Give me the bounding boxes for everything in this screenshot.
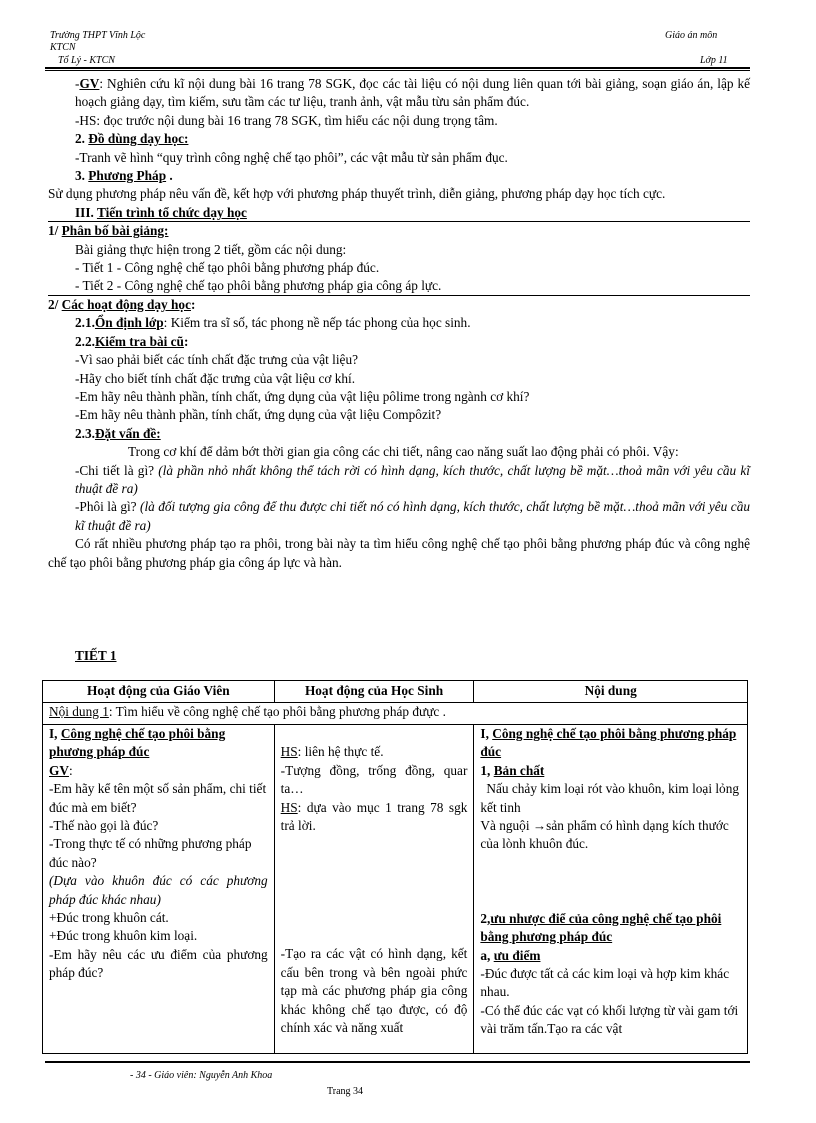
footer-author: - 34 - Giáo viên: Nguyễn Anh Khoa (130, 1070, 273, 1081)
header-team: Tổ Lý - KTCN (58, 55, 115, 66)
section-teaching-aids: 2. Đồ dùng dạy học: (75, 131, 189, 147)
class-stabilize: 2.1.Ổn định lớp: Kiểm tra sĩ số, tác phong nề nếp tác phong của học sinh. (75, 315, 471, 331)
teacher-gv-label: GV (49, 762, 69, 778)
check-question-3: -Em hãy nêu thành phần, tính chất, ứng dụng của vật liệu pôlime trong ngành cơ khí? (75, 388, 530, 404)
method-text: Sử dụng phương pháp nêu vấn đề, kết hợp với phương pháp thuyết trình, diễn giảng, phương pháp dạy học tích cực. (48, 186, 666, 202)
footer-page: Trang 34 (327, 1086, 364, 1097)
header-rule-thin (45, 70, 750, 71)
content-1-text: : Tìm hiểu về công nghệ chế tạo phôi bằng phương pháp đưực . (108, 704, 446, 719)
col-header-student: Hoạt động của Học Sinh (274, 681, 474, 703)
content-1-label: Nội dung 1 (49, 704, 109, 719)
period-label: TIẾT 1 (75, 648, 117, 663)
lesson-body (48, 75, 750, 572)
distribution-item-1: - Tiết 1 - Công nghệ chế tạo phôi bằng phương pháp đúc. (75, 260, 380, 276)
teaching-aids-text: -Tranh vẽ hình “quy trình công nghệ chế tạo phôi”, các vật mẫu từ sản phẩm đục. (75, 149, 508, 165)
header-doc-type: Giáo án môn (665, 30, 718, 41)
detail-question: -Chi tiết là gì? (là phần nhỏ nhất không thể tách rời có hình dạng, kích thước, chất lượng bề mặt…thoả mãn với yêu cầu kĩ thuật đề ra) (75, 462, 750, 496)
distribution-text: Bài giảng thực hiện trong 2 tiết, gồm các nội dung: (75, 241, 347, 257)
header-school-dept: KTCN (50, 42, 76, 53)
gv-label: GV (79, 76, 100, 91)
header-grade: Lớp 11 (700, 55, 728, 66)
blank-question: -Phôi là gì? (là đối tượng gia công để thu được chi tiết nó có hình dạng, kích thước, chất lượng bề mặt…thoả mãn với yêu cầu kĩ thuật đề ra) (75, 499, 750, 533)
distribution-item-2: - Tiết 2 - Công nghệ chế tạo phôi bằng phương pháp gia công áp lực. (75, 278, 442, 294)
problem-statement-heading: 2.3.Đặt vấn đề: (75, 425, 161, 441)
gv-prep: -GV: Nghiên cứu kĩ nội dung bài 16 trang 78 SGK, đọc các tài liệu có nội dung liên quan tới bài giảng, soạn giáo án, lập kế hoạch giảng dạy, tìm kiếm, sưu tầm các tư liệu, tranh ảnh, vật mẫu từu sản phẩm đúc. (75, 76, 750, 110)
lesson-table (42, 680, 748, 1054)
content-cell: I, Công nghệ chế tạo phôi bằng phương pháp đúc 1, Bản chất Nấu chảy kim loại rót vào khuôn, kim loại lỏng kết tinh Và nguội →sản phẩm có hình dạng kích thước của lònh khuôn đúc. 2,ưu nhược điể của công nghệ chế tạo phôi bằng phương pháp đúc a, ưu điểm -Đúc được tất cả các kim loại và hợp kim khác nhau. -Có thể đúc các vạt có khối lượng từ vài gam tới vài trăm tấn.Tạo ra các vật (474, 725, 748, 1054)
teacher-cell: I, Công nghệ chế tạo phôi bằng phương pháp đúc GV: -Em hãy kể tên một số sản phẩm, chi tiết đúc mà em biết? -Thế nào gọi là đúc? -Trong thực tế có những phương pháp đúc nào? (Dựa vào khuôn đúc có các phương pháp đúc khác nhau) +Đúc trong khuôn cát. +Đúc trong khuôn kim loại. -Em hãy nêu các ưu điểm của phương pháp đúc? (43, 725, 275, 1054)
content-1-cell (43, 703, 748, 725)
check-question-1: -Vì sao phải biết các tính chất đặc trưng của vật liệu? (75, 352, 359, 368)
table-row (43, 725, 748, 1054)
arrow-icon: → (532, 818, 547, 834)
footer-rule (45, 1061, 750, 1063)
section-progress: III. Tiến trình tổ chức dạy học (75, 204, 247, 220)
col-header-content: Nội dung (474, 681, 748, 703)
table-header-row (43, 681, 748, 703)
header-school: Trường THPT Vĩnh Lộc (50, 30, 146, 41)
hs-prep: -HS: đọc trước nội dung bài 16 trang 78 SGK, tìm hiểu các nội dung trọng tâm. (75, 112, 498, 128)
check-question-4: -Em hãy nêu thành phần, tính chất, ứng dụng của vật liệu Compôzit? (75, 407, 442, 423)
table-row-content1 (43, 703, 748, 725)
section-method: 3. Phương Pháp . (75, 168, 173, 184)
check-old-lesson: 2.2.Kiểm tra bài cũ: (75, 333, 189, 349)
section-distribution: 1/ Phân bố bài giảng: (48, 223, 169, 239)
closing-paragraph: Có rất nhiều phương pháp tạo ra phôi, trong bài này ta tìm hiểu công nghệ chế tạo phôi bằng phương pháp đúc và công nghệ chế tạo phôi bằng phương pháp gia công áp lực và hàn. (48, 536, 750, 570)
problem-statement-text: Trong cơ khí để dảm bớt thời gian gia công các chi tiết, nâng cao năng suất lao động phải có phôi. Vậy: (128, 444, 679, 460)
check-question-2: -Hãy cho biết tính chất đặc trưng của vật liệu cơ khí. (75, 370, 356, 386)
header-rule (45, 67, 750, 69)
section-activities: 2/ Các hoạt động dạy học: (48, 296, 196, 312)
student-cell: HS: liên hệ thực tế. -Tượng đồng, trống đồng, quar ta… HS: dựa vào mục 1 trang 78 sgk trả lời. -Tạo ra các vật có hình dạng, kết cấu bên trong và bên ngoài phức tạp mà các phương pháp gia công khác không chế tạo được, có độ chính xác và năng xuất (274, 725, 474, 1054)
col-header-teacher: Hoạt động của Giáo Viên (43, 681, 275, 703)
student-hs-label: HS (280, 744, 298, 760)
